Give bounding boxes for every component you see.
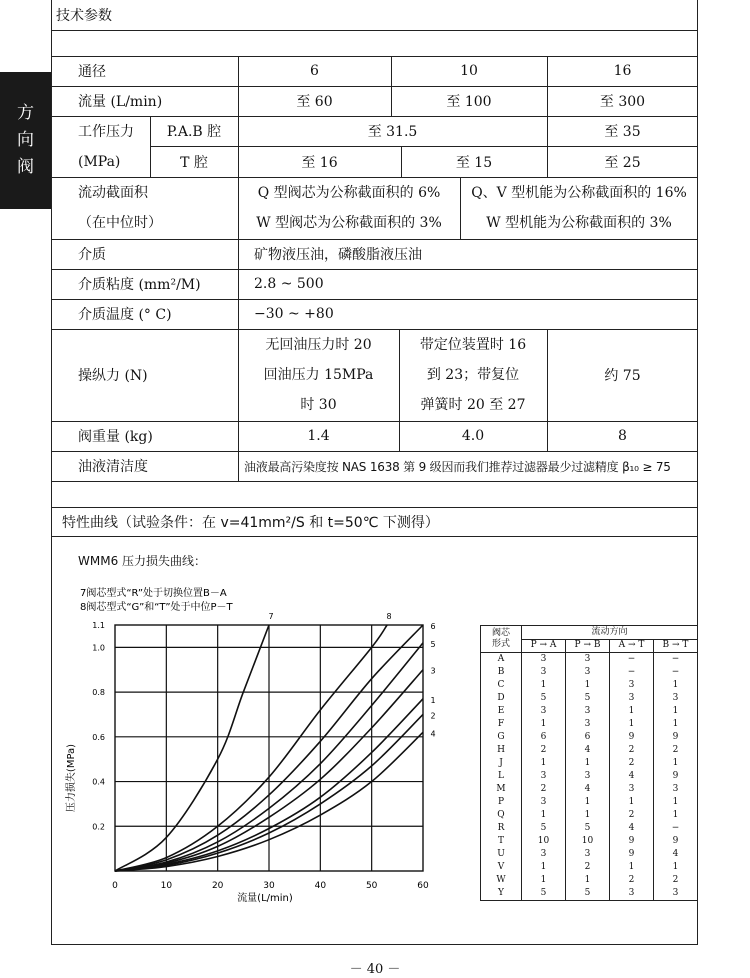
x-axis-label: 流量(L/min) <box>237 893 293 904</box>
table-cell: 3 <box>565 718 609 731</box>
table-cell: M <box>481 783 522 796</box>
curve-label: 2 <box>430 711 436 721</box>
table-header-row <box>481 626 698 640</box>
curve-label: 7 <box>268 612 274 621</box>
label-flow: 流量 (L/min) <box>78 94 163 110</box>
table-cell: 3 <box>653 887 697 901</box>
table-cell: 3 <box>522 848 566 861</box>
area-sub: （在中位时） <box>78 215 162 231</box>
y-tick-label: 0.8 <box>92 688 105 698</box>
chart-axes <box>92 621 429 891</box>
table-cell: 2 <box>522 783 566 796</box>
x-tick-label: 50 <box>365 881 378 891</box>
force-line: 到 23；带复位 <box>426 367 520 383</box>
table-cell: G <box>481 731 522 744</box>
table-cell: V <box>481 861 522 874</box>
table-cell: 1 <box>522 679 566 692</box>
table-cell: 1 <box>565 874 609 887</box>
force-a <box>238 329 399 421</box>
table-cell: 3 <box>565 770 609 783</box>
t-value: 至 15 <box>455 154 493 171</box>
force-line: 带定位装置时 16 <box>419 337 527 353</box>
table-cell: 1 <box>522 874 566 887</box>
curve-label: 3 <box>430 666 436 676</box>
force-line: 弹簧时 20 至 27 <box>420 397 526 413</box>
weight-value: 1.4 <box>307 428 330 444</box>
label-pressure: 工作压力 <box>78 124 134 140</box>
area-value: Q 型阀芯为公称截面积的 6% <box>257 185 441 201</box>
chart-note: 7阀芯型式“R”处于切换位置B－A <box>80 588 227 599</box>
rule <box>51 30 698 31</box>
table-row <box>481 809 698 822</box>
table-cell: 3 <box>522 705 566 718</box>
chart-note: 8阀芯型式“G”和“T”处于中位P－T <box>80 602 233 613</box>
table-cell: W <box>481 874 522 887</box>
y-tick-label: 0.4 <box>92 777 105 787</box>
table-cell: 1 <box>610 705 654 718</box>
table-cell: 3 <box>565 666 609 679</box>
curve-label: 4 <box>430 729 436 739</box>
label-pressure-unit: (MPa) <box>78 153 121 170</box>
flow-value: 至 100 <box>446 94 492 110</box>
table-row <box>481 692 698 705</box>
table-cell: 10 <box>522 835 566 848</box>
label-viscosity: 介质粘度 (mm²/M) <box>78 277 201 293</box>
table-cell: 1 <box>522 718 566 731</box>
table-cell: P <box>481 796 522 809</box>
table-row <box>481 874 698 887</box>
table-cell: 9 <box>653 731 697 744</box>
table-cell: 1 <box>653 796 697 809</box>
table-cell: 3 <box>610 783 654 796</box>
table-cell: 1 <box>522 809 566 822</box>
y-tick-label: 1.1 <box>92 621 105 630</box>
x-tick-label: 40 <box>314 881 327 891</box>
label-weight: 阀重量 (kg) <box>78 429 153 445</box>
y-tick-label: 0.6 <box>92 732 105 742</box>
label-temperature: 介质温度 (° C) <box>78 307 172 323</box>
table-cell: − <box>653 666 697 679</box>
table-cell: 1 <box>565 757 609 770</box>
chart-lines <box>115 612 436 871</box>
bore-value: 16 <box>613 63 632 79</box>
curve-8 <box>115 625 387 871</box>
table-row <box>481 718 698 731</box>
table-cell: 6 <box>522 731 566 744</box>
table-cell: U <box>481 848 522 861</box>
table-cell: 2 <box>522 744 566 757</box>
table-cell: 1 <box>653 679 697 692</box>
column-header: B → T <box>653 639 697 653</box>
table-cell: 3 <box>565 653 609 667</box>
table-row <box>481 705 698 718</box>
table-cell: 3 <box>610 692 654 705</box>
table-cell: Q <box>481 809 522 822</box>
pab-value: 至 31.5 <box>367 124 418 140</box>
table-cell: 2 <box>565 861 609 874</box>
y-tick-label: 1.0 <box>92 643 105 653</box>
table-cell: D <box>481 692 522 705</box>
table-cell: 9 <box>653 835 697 848</box>
table-row <box>481 757 698 770</box>
table-row <box>481 848 698 861</box>
table-row <box>481 796 698 809</box>
table-row <box>481 679 698 692</box>
spool-flow-table <box>480 625 698 901</box>
table-cell: 3 <box>653 692 697 705</box>
table-cell: 4 <box>565 744 609 757</box>
table-cell: 1 <box>653 757 697 770</box>
side-tab-char: 向 <box>17 130 34 150</box>
table-cell: 5 <box>565 692 609 705</box>
x-tick-label: 10 <box>160 881 173 891</box>
table-cell: 3 <box>522 666 566 679</box>
table-cell: 5 <box>522 887 566 901</box>
x-tick-label: 0 <box>112 881 118 891</box>
column-header: A → T <box>610 639 654 653</box>
curve-7 <box>115 625 269 871</box>
rule <box>51 481 698 482</box>
flow-value: 至 60 <box>296 94 333 110</box>
area-label: 流动截面积 <box>78 185 148 201</box>
viscosity-value: 2.8 ~ 500 <box>254 276 324 292</box>
label-force: 操纵力 (N) <box>78 368 148 384</box>
table-cell: 9 <box>610 848 654 861</box>
force-line: 时 30 <box>300 397 337 413</box>
table-cell: 10 <box>565 835 609 848</box>
column-header: P → A <box>522 639 566 653</box>
table-cell: L <box>481 770 522 783</box>
curve-label: 1 <box>430 695 436 705</box>
table-row <box>481 887 698 901</box>
table-cell: 2 <box>610 874 654 887</box>
table-cell: 1 <box>653 718 697 731</box>
table-cell: 3 <box>565 848 609 861</box>
table-cell: 9 <box>610 731 654 744</box>
table-cell: − <box>653 653 697 667</box>
table-row <box>481 744 698 757</box>
table-cell: 3 <box>522 796 566 809</box>
table-cell: 2 <box>610 744 654 757</box>
side-tab-char: 阀 <box>17 157 34 177</box>
table-cell: 1 <box>522 757 566 770</box>
table-cell: 5 <box>522 822 566 835</box>
label-bore: 通径 <box>78 64 106 80</box>
x-tick-label: 20 <box>211 881 224 891</box>
area-value: Q、V 型机能为公称截面积的 16% <box>471 185 687 201</box>
curve-title: 特性曲线（试验条件：在 v=41mm²/S 和 t=50℃ 下测得） <box>62 514 439 531</box>
cleanliness-value: 油液最高污染度按 NAS 1638 第 9 级因而我们推荐过滤器最少过滤精度 β₁₀ ≥ 75 <box>244 459 671 474</box>
t-value: 至 16 <box>301 154 338 171</box>
area-value: W 型机能为公称截面积的 3% <box>486 215 672 231</box>
force-c: 约 75 <box>604 368 641 384</box>
table-row <box>481 770 698 783</box>
flow-value: 至 300 <box>599 94 646 110</box>
column-header: P → B <box>565 639 609 653</box>
header-flow-direction: 流动方向 <box>522 626 698 640</box>
table-cell: T <box>481 835 522 848</box>
table-cell: 1 <box>565 796 609 809</box>
table-cell: 1 <box>653 705 697 718</box>
header-spool-type <box>481 626 522 653</box>
table-cell: 1 <box>610 861 654 874</box>
table-row <box>481 861 698 874</box>
table-cell: 9 <box>653 770 697 783</box>
table-cell: 3 <box>653 783 697 796</box>
table-row <box>481 653 698 667</box>
page-number: － 40 － <box>349 962 401 977</box>
side-tab-char: 方 <box>17 103 34 123</box>
table-cell: 9 <box>610 835 654 848</box>
label-area <box>52 177 238 239</box>
table-cell: 2 <box>610 757 654 770</box>
table-cell: − <box>610 653 654 667</box>
table-cell: 3 <box>610 887 654 901</box>
table-cell: 3 <box>522 770 566 783</box>
table-cell: 4 <box>565 783 609 796</box>
x-tick-label: 30 <box>263 881 275 891</box>
area-right <box>460 177 698 239</box>
label-medium: 介质 <box>78 247 106 263</box>
header-text: 阀芯 <box>491 628 510 638</box>
table-cell: 3 <box>522 653 566 667</box>
table-cell: R <box>481 822 522 835</box>
table-cell: 3 <box>610 679 654 692</box>
table-cell: C <box>481 679 522 692</box>
force-line: 无回油压力时 20 <box>265 337 372 353</box>
table-cell: 2 <box>653 744 697 757</box>
pressure-loss-chart <box>60 578 445 908</box>
table-cell: 4 <box>610 770 654 783</box>
table-cell: 1 <box>565 679 609 692</box>
label-cleanliness: 油液清洁度 <box>78 459 148 475</box>
bore-value: 10 <box>460 63 478 79</box>
x-tick-label: 60 <box>417 881 429 891</box>
table-cell: E <box>481 705 522 718</box>
force-b <box>399 329 547 421</box>
header-text: 形式 <box>491 639 510 649</box>
table-cell: 3 <box>565 705 609 718</box>
table-cell: 2 <box>653 874 697 887</box>
curve-label: 5 <box>430 639 436 649</box>
table-cell: 6 <box>565 731 609 744</box>
table-cell: 1 <box>653 809 697 822</box>
area-value: W 型阀芯为公称截面积的 3% <box>256 215 442 231</box>
table-row <box>481 822 698 835</box>
table-cell: 1 <box>565 809 609 822</box>
table-cell: B <box>481 666 522 679</box>
curve-label: 6 <box>430 622 436 631</box>
table-row <box>481 835 698 848</box>
y-tick-label: 0.2 <box>92 822 105 832</box>
weight-value: 8 <box>618 428 627 444</box>
table-cell: A <box>481 653 522 667</box>
table-cell: − <box>653 822 697 835</box>
table-cell: Y <box>481 887 522 901</box>
label-t: T 腔 <box>180 154 208 171</box>
temperature-value: −30 ~ +80 <box>254 306 334 322</box>
area-left <box>238 177 460 239</box>
table-cell: 5 <box>522 692 566 705</box>
table-row <box>481 666 698 679</box>
table-cell: 4 <box>653 848 697 861</box>
side-tab <box>0 72 51 209</box>
table-row <box>481 731 698 744</box>
table-row <box>481 783 698 796</box>
pab-value: 至 35 <box>604 124 641 140</box>
table-cell: H <box>481 744 522 757</box>
y-axis-label: 压力损失(MPa) <box>66 743 77 813</box>
table-cell: 1 <box>653 861 697 874</box>
rule <box>51 536 698 537</box>
weight-value: 4.0 <box>461 428 485 444</box>
t-value: 至 25 <box>604 154 641 171</box>
spool-table <box>480 625 698 901</box>
label-pab: P.A.B 腔 <box>166 124 222 140</box>
chart-heading: WMM6 压力损失曲线： <box>78 553 207 568</box>
table-cell: 1 <box>610 718 654 731</box>
force-line: 回油压力 15MPa <box>263 367 374 383</box>
table-cell: 5 <box>565 822 609 835</box>
table-cell: 4 <box>610 822 654 835</box>
table-cell: − <box>610 666 654 679</box>
section-title: 技术参数 <box>56 8 112 24</box>
bore-value: 6 <box>310 63 319 79</box>
table-cell: F <box>481 718 522 731</box>
curve-label: 8 <box>386 612 392 621</box>
medium-value: 矿物液压油，磷酸脂液压油 <box>254 247 422 263</box>
table-cell: 5 <box>565 887 609 901</box>
table-cell: 1 <box>610 796 654 809</box>
table-cell: 2 <box>610 809 654 822</box>
table-cell: 1 <box>522 861 566 874</box>
table-cell: J <box>481 757 522 770</box>
